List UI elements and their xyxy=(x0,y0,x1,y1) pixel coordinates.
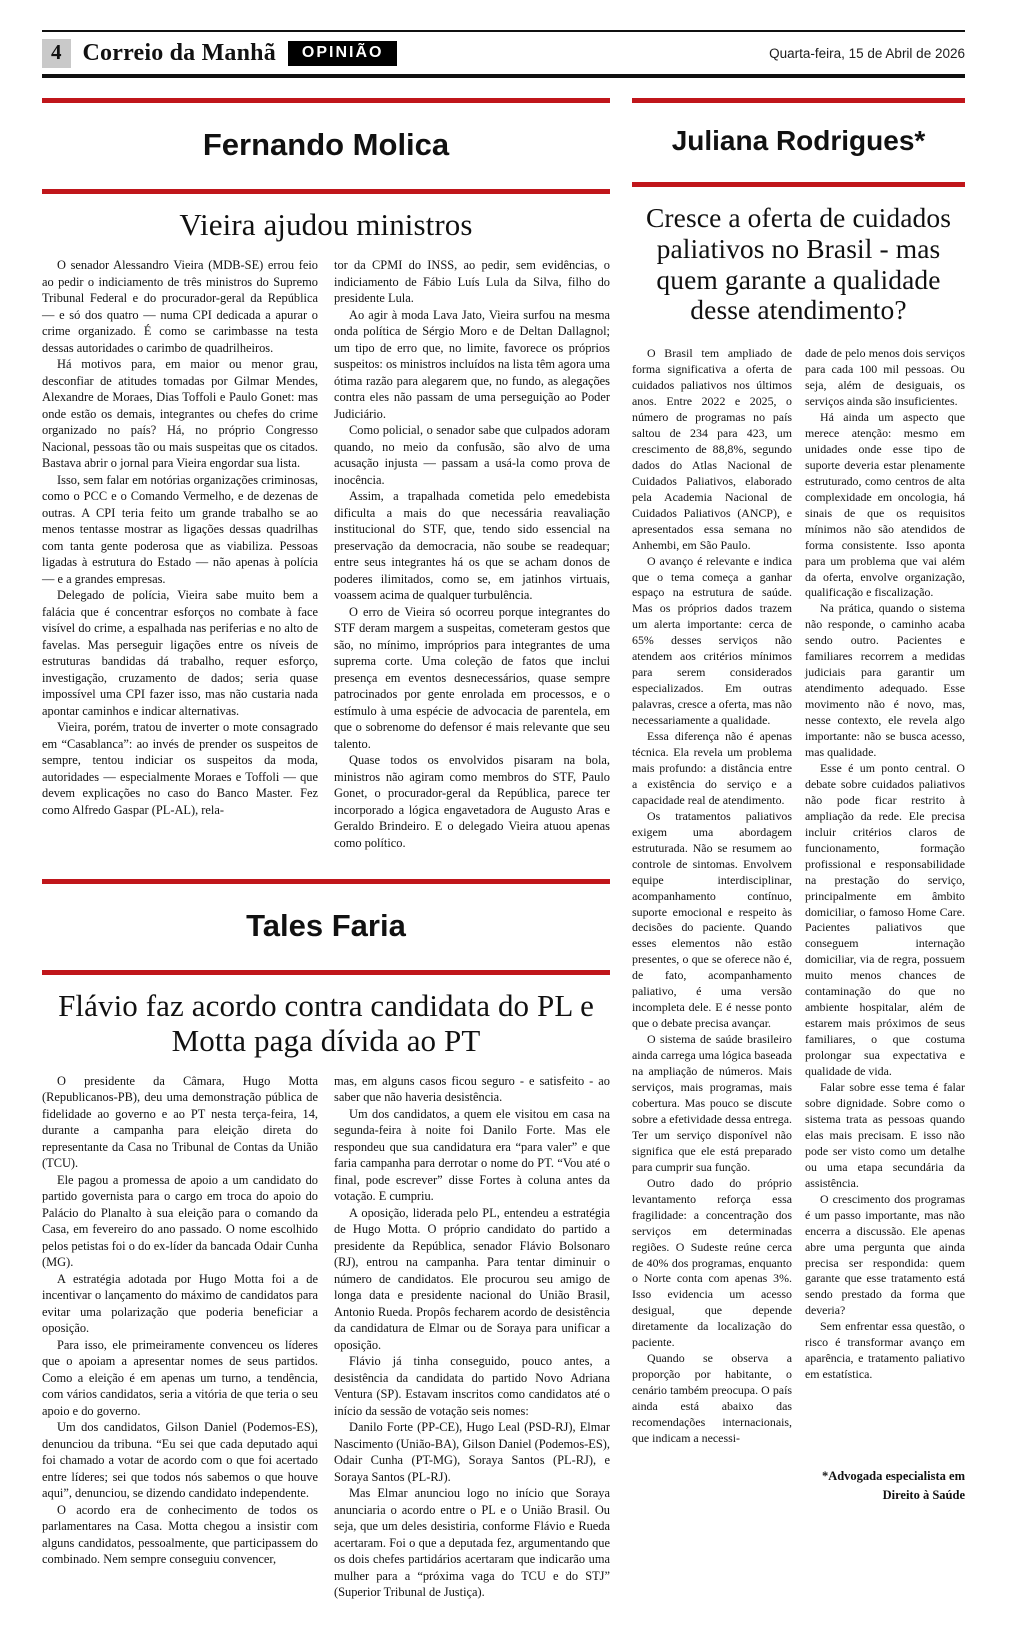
page-number: 4 xyxy=(42,39,71,68)
paragraph: O presidente da Câmara, Hugo Motta (Republicanos-PB), deu uma demonstração pública de fidelidade ao governo e ao PT nesta terça-feira, 14, durante a campanha para eleição direta do representante da Casa no Tribunal de Contas da União (TCU). xyxy=(42,1073,318,1171)
paragraph: tor da CPMI do INSS, ao pedir, sem evidências, o indiciamento de Fábio Luís Lula da Silva, filho do presidente Lula. xyxy=(334,258,610,306)
section-badge: OPINIÃO xyxy=(288,41,398,66)
paragraph: A oposição, liderada pelo PL, entendeu a estratégia de Hugo Motta. O próprio candidato do partido a presidente da República, senador Flávio Bolsonaro (RJ), entrou na campanha. Para tentar diminuir o número de candidatos. Ele procurou seu amigo de longa data e presidente nacional do União Brasil, Antonio Rueda. Propôs fecharem acordo de desistência da candidatura de Elmar ou de Soraya para unificar a oposição. xyxy=(334,1205,610,1352)
header-left-group xyxy=(42,39,397,68)
text-column-2 xyxy=(805,346,965,1447)
article-columns xyxy=(42,1073,610,1601)
article-fernando-molica xyxy=(42,98,610,851)
paragraph: Falar sobre esse tema é falar sobre dignidade. Sobre como o sistema trata as pessoas quando elas mais precisam. E isso não pode ser visto como um detalhe ou uma etapa secundária da assistência. xyxy=(805,1080,965,1190)
text-column-1 xyxy=(42,1073,318,1601)
paragraph: Danilo Forte (PP-CE), Hugo Leal (PSD-RJ), Elmar Nascimento (União-BA), Gilson Daniel (Podemos-ES), Odair Cunha (PT-MG), Soraya Santos (PL-RJ), e Soraya Santos (PL-RJ). xyxy=(334,1420,610,1484)
text-column-2 xyxy=(334,257,610,851)
paragraph: O sistema de saúde brasileiro ainda carrega uma lógica baseada na ampliação de números. Mais serviços, mais programas, mais cobertura. Mas pouco se discute sobre a efetividade dessa entrega. Ter um serviço disponível não significa que ele está preparado para cumprir sua função. xyxy=(632,1032,792,1174)
paragraph: Assim, a trapalhada cometida pelo emedebista dificulta a mais do que necessária reavaliação institucional do STF, que, tendo sido essencial na preservação da democracia, não soube se readequar; entre seus integrantes há os que se acham donos de poderes ilimitados, como se, em jatinhos virtuais, voassem acima de qualquer turbulência. xyxy=(334,489,610,603)
red-rule-bottom xyxy=(42,970,610,975)
paragraph: Um dos candidatos, a quem ele visitou em casa na segunda-feira à noite foi Danilo Forte. Mas ele respondeu que sua candidatura era “para valer” e que faria campanha para derrotar o nome do PT. “Vou até o final, pode escrever” disse Fortes à coluna antes da votação. E cumpriu. xyxy=(334,1106,610,1204)
paragraph: Outro dado do próprio levantamento reforça essa fragilidade: a concentração dos serviços em determinadas regiões. O Sudeste reúne cerca de 40% dos programas, enquanto o Norte conta com apenas 3%. Isso evidencia um acesso desigual, que depende diretamente da localização do paciente. xyxy=(632,1175,792,1350)
top-rule xyxy=(42,30,965,32)
article-tales-faria xyxy=(42,879,610,1601)
right-column-region xyxy=(632,98,965,1505)
red-rule-top xyxy=(42,879,610,884)
paragraph: Sem enfrentar essa questão, o risco é transformar avanço em aparência, e tratamento paliativo em estatística. xyxy=(805,1319,965,1382)
paragraph: Mas Elmar anunciou logo no início que Soraya anunciaria o acordo entre o PL e o União Brasil. Ou seja, que um deles desistiria, conforme Flávio e Rueda acertaram. Foi o que a deputada fez, argumentando que os dois chefes partidários acertaram que indicarão uma mulher para a “próxima vaga do TCU e do STJ” (Superior Tribunal de Justiça). xyxy=(334,1486,610,1600)
paragraph: O Brasil tem ampliado de forma significativa a oferta de cuidados paliativos nos últimos anos. Entre 2022 e 2025, o número de programas no país saltou de 234 para 423, um crescimento de 88,8%, segundo dados do Atlas Nacional de Cuidados Paliativos, elaborado pela Academia Nacional de Cuidados Paliativos (ANCP), e apresentados essa semana no Anhembi, em São Paulo. xyxy=(632,346,792,552)
paragraph: Ele pagou a promessa de apoio a um candidato do partido governista para o cargo em troca do apoio do Palácio do Planalto à sua eleição para o comando da Casa, em fevereiro do ano passado. O nome escolhido pelos petistas foi o do ex-líder da bancada Odair Cunha (MG). xyxy=(42,1172,318,1270)
red-rule-top xyxy=(42,98,610,103)
paragraph: O acordo era de conhecimento de todos os parlamentares na Casa. Motta chegou a insistir com alguns candidatos, pessoalmente, que participassem do combinado. Nem sempre conseguiu convencer, xyxy=(42,1502,318,1567)
red-rule-top xyxy=(632,98,965,103)
paragraph: Isso, sem falar em notórias organizações criminosas, como o PCC e o Comando Vermelho, e de dezenas de outras. A CPI teria feito um grande trabalho se ao menos tentasse mostrar as ligações dessas quadrilhas com tanta gente poderosa que as viabiliza. Pessoas ligadas à estrutura do Estado — não apenas à polícia — e a grandes empresas. xyxy=(42,472,318,586)
header-rule xyxy=(42,74,965,78)
article-title: Cresce a oferta de cuidados paliativos no Brasil - mas quem garante a qualidade desse atendimento? xyxy=(645,201,952,326)
article-columns xyxy=(632,346,965,1447)
paragraph: mas, em alguns casos ficou seguro - e satisfeito - ao saber que não haveria desistência. xyxy=(334,1073,610,1105)
paragraph: O erro de Vieira só ocorreu porque integrantes do STF deram margem a suspeitas, cometeram gestos que são, no mínimo, impróprios para integrantes de uma suprema corte. Uma coleção de fatos que inclui presença em eventos desnecessários, quase sempre patrocinados por gente enrolada em processos, e o estímulo à uma espécie de advocacia de parentela, em que o sobrenome do defensor é mais relevante que seu talento. xyxy=(334,604,610,751)
paragraph: Quando se observa a proporção por habitante, o cenário também preocupa. O país ainda está abaixo das recomendações internacionais, que indicam a necessi- xyxy=(632,1351,792,1445)
red-rule-bottom xyxy=(42,189,610,194)
signature-line-1: *Advogada especialista em xyxy=(821,1468,965,1483)
edition-date: Quarta-feira, 15 de Abril de 2026 xyxy=(769,46,965,62)
paragraph: Ao agir à moda Lava Jato, Vieira surfou na mesma onda política de Sérgio Moro e de Deltan Dallagnol; um tipo de erro que, no limite, favorece os próprios suspeitos: os ministros incluídos na lista têm agora uma ótima razão para alegarem que, no fundo, as alegações contra eles não passam de uma perseguição ao Poder Judiciário. xyxy=(334,307,611,421)
page-content xyxy=(42,98,965,1601)
paragraph: Um dos candidatos, Gilson Daniel (Podemos-ES), denunciou da tribuna. “Eu sei que cada deputado aqui foi chamado a votar de acordo com o que foi acertado entre líderes; sei que todos nós sabemos o que houve aqui”, denunciou, se dizendo candidato independente. xyxy=(42,1420,318,1501)
article-juliana-rodrigues xyxy=(632,98,965,1505)
paragraph: Como policial, o senador sabe que culpados adoram quando, no meio da confusão, são alvo de uma acusação injusta — passam a usá-la como prova de inocência. xyxy=(334,423,610,487)
paragraph: O avanço é relevante e indica que o tema começa a ganhar espaço na estrutura de saúde. Mas os próprios dados trazem um alerta importante: cerca de 65% desses serviços não atendem aos critérios mínimos para serem considerados especializados. Em outras palavras, cresce a oferta, mas não necessariamente a qualidade. xyxy=(632,553,792,728)
article-title: Vieira ajudou ministros xyxy=(179,207,473,243)
signature-line-2: Direito à Saúde xyxy=(882,1488,965,1503)
paragraph: dade de pelo menos dois serviços para cada 100 mil pessoas. Ou seja, além de desiguais, os serviços ainda são insuficientes. xyxy=(805,346,965,409)
text-column-2 xyxy=(334,1073,610,1601)
text-column-1 xyxy=(42,257,318,851)
page-header xyxy=(42,37,965,74)
paragraph: Delegado de polícia, Vieira sabe muito bem a falácia que é concentrar esforços no combate à face visível do crime, a espalhada nas periferias e no alto de favelas. Mas perseguir ligações entre os níveis de estruturas bandidas dá trabalho, requer esforço, investigação, cruzamento de dados; seria quase impossível uma CPI fazer isso, mas não custaria nada apontar caminhos e indicar alternativas. xyxy=(42,588,318,718)
author-name: Tales Faria xyxy=(246,907,406,943)
red-rule-bottom xyxy=(632,182,965,187)
left-column-region xyxy=(42,98,610,1601)
paragraph: Essa diferença não é apenas técnica. Ela revela um problema mais profundo: a distância entre a existência do serviço e a capacidade real de atendimento. xyxy=(632,729,792,807)
paragraph: Os tratamentos paliativos exigem uma abordagem estruturada. Não se resumem ao controle de sintomas. Envolvem equipe interdisciplinar, acompanhamento contínuo, suporte emocional e respeito às decisões do paciente. Quando esses elementos não estão presentes, o que se oferece não é, de fato, acompanhamento paliativo, é uma versão incompleta dele. E é nesse ponto que o debate precisa avançar. xyxy=(632,808,792,1031)
paragraph: Para isso, ele primeiramente convenceu os líderes que o apoiam a apresentar nomes de seus partidos. Como a eleição é em apenas um turno, a tendência, com vários candidatos, seria a vitória de que teria o seu apoio e do governo. xyxy=(42,1337,318,1418)
paragraph: A estratégia adotada por Hugo Motta foi a de incentivar o lançamento do máximo de candidatos para evitar uma polarização que poderia beneficiar a oposição. xyxy=(42,1271,318,1336)
paragraph: O senador Alessandro Vieira (MDB-SE) errou feio ao pedir o indiciamento de três ministros do Supremo Tribunal Federal e do procurador-geral da República — e só dos quatro — numa CPI dedicada a apurar o crime organizado. É como se carimbasse na testa dessas autoridades o carimbo de quadrilheiros. xyxy=(42,258,318,355)
article-title: Flávio faz acordo contra candidata do PL e Motta paga dívida ao PT xyxy=(58,988,594,1059)
author-name: Juliana Rodrigues* xyxy=(671,125,926,157)
paragraph: Flávio já tinha conseguido, pouco antes, a desistência da candidata do partido Novo Adriana Ventura (SP). Estavam inscritos como candidatos até o início da sessão de votação seis nomes: xyxy=(334,1354,610,1418)
paragraph: Quase todos os envolvidos pisaram na bola, ministros não agiram como membros do STF, Paulo Gonet, o procurador-geral da República, parece ter incorporado a lógica engavetadora de Augusto Aras e Geraldo Brindeiro. E o delegado Vieira atuou apenas como político. xyxy=(334,753,610,850)
masthead: Correio da Manhã xyxy=(82,40,276,67)
paragraph: Há motivos para, em maior ou menor grau, desconfiar de atitudes tomadas por Gilmar Mendes, Alexandre de Moraes, Dias Toffoli e Paulo Gonet: mas onde estão os demais, integrantes ou chefes do crime organizado no país? Há, no próprio Congresso Nacional, pessoas tão ou mais suspeitas que os citados. Bastava abrir o jornal para Vieira engordar sua lista. xyxy=(42,357,318,471)
paragraph: O crescimento dos programas é um passo importante, mas não encerra a discussão. Ele apenas abre uma pergunta que ainda precisa ser respondida: quem garante que esse tratamento está sendo prestado da forma que deveria? xyxy=(805,1191,965,1318)
paragraph: Há ainda um aspecto que merece atenção: mesmo em unidades onde esse tipo de suporte deveria estar plenamente estruturado, como centros de alta complexidade em oncologia, há sinais de que os requisitos mínimos não são atendidos de forma consistente. Isso aponta para um problema que vai além da oferta, envolve organização, qualificação e fiscalização. xyxy=(805,409,965,600)
text-column-1 xyxy=(632,346,792,1447)
author-signature xyxy=(632,1467,965,1506)
paragraph: Na prática, quando o sistema não responde, o caminho acaba sendo outro. Pacientes e familiares recorrem a medidas judiciais para garantir um atendimento adequado. Esse movimento não é novo, mas, nesse contexto, ele revela algo importante: não se busca acesso, mas qualidade. xyxy=(805,601,965,759)
paragraph: Esse é um ponto central. O debate sobre cuidados paliativos não pode ficar restrito à ampliação da rede. Ele precisa incluir critérios claros de funcionamento, formação profissional e responsabilidade na prestação do serviço, principalmente em âmbito domiciliar, o famoso Home Care. Pacientes paliativos que conseguem internação domiciliar, via de regra, possuem muito menos chances de contaminação do que no ambiente hospitalar, além de estarem mais próximos de seus familiares, o que costuma prolongar sua expectativa e qualidade de vida. xyxy=(805,760,965,1079)
author-name: Fernando Molica xyxy=(202,127,450,163)
paragraph: Vieira, porém, tratou de inverter o mote consagrado em “Casablanca”: ao invés de prender os suspeitos de sempre, tentou indiciar os suspeitos da moda, autoridades — especialmente Moraes e Toffoli — que devem explicações no caso do Banco Master. Fez como Alfredo Gaspar (PL-AL), rela- xyxy=(42,720,318,817)
article-columns xyxy=(42,257,610,851)
